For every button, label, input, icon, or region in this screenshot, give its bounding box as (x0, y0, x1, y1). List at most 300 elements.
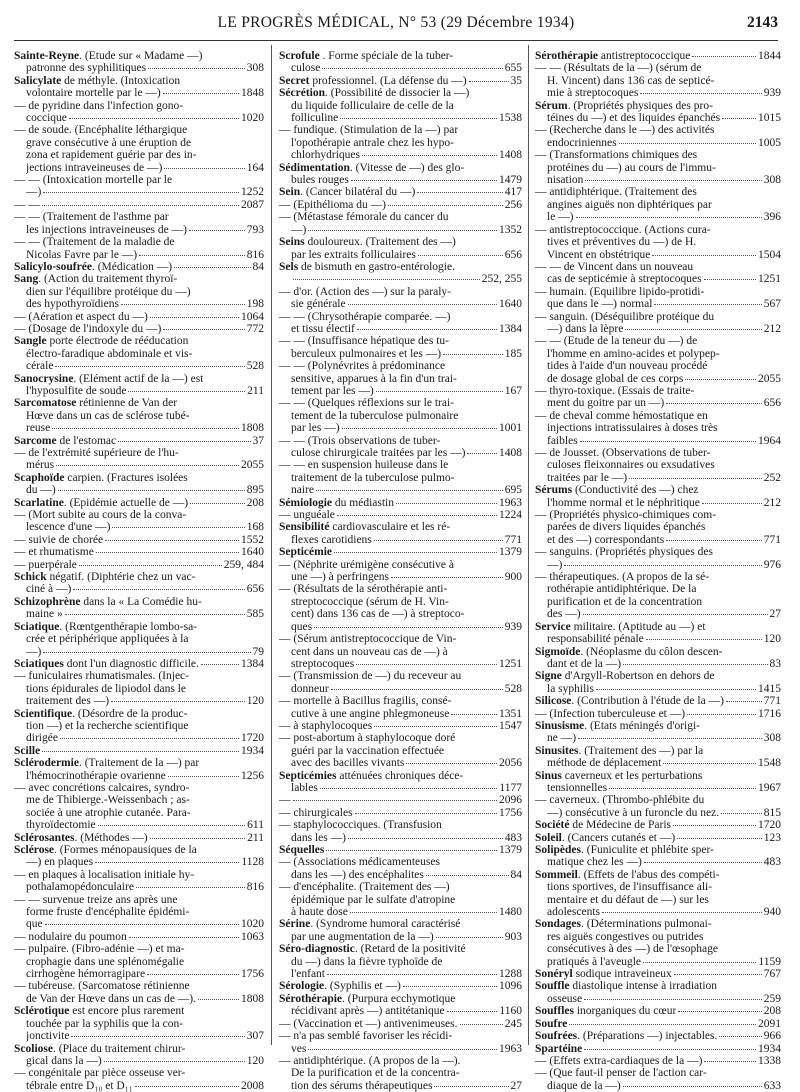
index-entry (279, 311, 522, 336)
index-entry (14, 559, 264, 571)
entry-page-ref: 120 (763, 633, 781, 646)
entry-line (279, 794, 522, 806)
entry-line (14, 484, 264, 496)
entry-text: — — (Quelques réflexions sur le trai- (279, 397, 455, 410)
entry-page-ref: 1384 (241, 657, 264, 670)
entry-headword: Spartéine (535, 1042, 583, 1055)
entry-page-ref: 1177 (499, 781, 522, 794)
dot-leader (374, 539, 503, 541)
entry-text: — (Que faut-il penser de l'action car- (535, 1067, 707, 1080)
entry-text: Souffle diastolique intense à irradiation (535, 980, 718, 993)
entry-text: rothérapie antidiphtérique. De la (547, 583, 697, 596)
dot-leader (436, 936, 503, 938)
entry-text: cent) dans 136 cas de —) à streptoco- (291, 608, 465, 621)
index-entry (535, 62, 781, 99)
entry-text: Sinus caverneux et les perturbations (535, 769, 703, 782)
entry-line (14, 906, 264, 918)
entry-text: — — de Vincent dans un nouveau (535, 260, 694, 273)
entry-line (14, 559, 264, 571)
dot-leader (374, 725, 497, 727)
entry-page-ref: 656 (504, 248, 522, 261)
entry-text: du liquide folliculaire de celle de la (291, 99, 454, 112)
entry-line (279, 918, 522, 930)
entry-page-ref: 252, 255 (481, 273, 522, 286)
entry-line (14, 137, 264, 149)
entry-headword: Sérologie (279, 980, 325, 993)
entry-text: — antidiphtérique. (Traitement des (535, 186, 697, 199)
entry-line (14, 87, 264, 99)
entry-line (279, 583, 522, 595)
entry-text: Soufrées. (Préparations —) injectables. (535, 1030, 718, 1043)
dot-leader (585, 179, 761, 181)
entry-page-ref: 611 (247, 819, 264, 832)
dot-leader (129, 936, 239, 938)
entry-line (279, 1043, 522, 1055)
entry-headword: Salicylate (14, 74, 62, 87)
entry-text: — (Métastase fémorale du cancer du (279, 211, 449, 224)
entry-line (535, 335, 781, 347)
entry-text: berculeux pulmonaires et les —) (291, 347, 442, 360)
entry-text: — congénitale par pièce osseuse ver- (14, 1067, 186, 1080)
index-entry (279, 993, 522, 1018)
entry-text: Sanocrysine. (Elément actif de la —) est (14, 372, 204, 385)
dot-leader (643, 961, 756, 963)
entry-line (14, 472, 264, 484)
entry-text: tement par les —) (291, 384, 374, 397)
entry-page-ref: 212 (763, 496, 781, 509)
index-entry (535, 968, 781, 980)
entry-line (535, 894, 781, 906)
entry-line (535, 658, 781, 670)
entry-page-ref: 208 (763, 1005, 781, 1018)
entry-headword: Sinus (535, 769, 562, 782)
dot-leader (564, 564, 761, 566)
dot-leader (174, 266, 250, 268)
entry-line (535, 571, 781, 583)
entry-line (535, 211, 781, 223)
entry-text: Sinusisme. (Etats méningés d'origi- (535, 719, 700, 732)
entry-line (535, 819, 781, 831)
entry-line (279, 286, 522, 298)
entry-line (535, 124, 781, 136)
entry-page-ref: 417 (504, 186, 522, 199)
entry-text: nisation (547, 174, 584, 187)
index-entry (535, 1030, 781, 1042)
entry-text: tions épidurales de lipiodol dans le (26, 682, 187, 695)
index-entry (14, 571, 264, 596)
entry-line (14, 993, 264, 1005)
index-entry (535, 224, 781, 261)
entry-page-ref: 79 (252, 645, 264, 658)
entry-line (14, 211, 264, 223)
page-number: 2143 (747, 14, 778, 31)
entry-page-ref: 656 (763, 397, 781, 410)
entry-text: — — (Insuffisance hépatique des tu- (279, 335, 450, 348)
entry-line (14, 373, 264, 385)
entry-line (279, 881, 522, 893)
index-entry (279, 881, 522, 918)
entry-page-ref: 1384 (499, 322, 522, 335)
entry-page-ref: 772 (246, 322, 264, 335)
entry-text: — (Néphrite urémigène consécutive à (279, 558, 454, 571)
entry-line (279, 236, 522, 248)
entry-line (535, 993, 781, 1005)
entry-text: — (Transmission de —) du receveur au (279, 670, 462, 683)
entry-text: — — (Trois observations de tuber- (279, 434, 441, 447)
entry-page-ref: 695 (504, 484, 522, 497)
index-entry (14, 546, 264, 558)
index-entry (14, 1005, 264, 1042)
entry-text: Hœve dans un cas de sclérose tubé- (26, 409, 190, 422)
entry-text: traitement des —) (26, 695, 110, 708)
entry-text: à haute dose (291, 906, 348, 919)
entry-text: —) (26, 645, 42, 658)
entry-headword: Soufrées (535, 1030, 578, 1043)
entry-text: Scarlatine. (Epidémie actuelle de —) (14, 496, 189, 509)
entry-line (14, 980, 264, 992)
entry-text: Sensibilité cardiovasculaire et les ré- (279, 521, 451, 534)
entry-line (279, 373, 522, 385)
dot-leader (56, 464, 239, 466)
entry-text: tion —) et la recherche scientifique (26, 719, 189, 732)
entry-page-ref: 1408 (499, 149, 522, 162)
dot-leader (105, 539, 239, 541)
dot-leader (362, 154, 497, 156)
entry-text: que dans le —) normal (547, 298, 653, 311)
dot-leader (45, 923, 239, 925)
index-entry (279, 236, 522, 261)
entry-line (279, 720, 522, 732)
entry-line (535, 559, 781, 571)
entry-text: Solipèdes. (Funiculite et phlébite sper- (535, 844, 714, 856)
entry-text: et tissu électif (291, 322, 355, 335)
dot-leader (460, 1023, 503, 1025)
entry-line (14, 397, 264, 409)
index-entry (279, 695, 522, 720)
entry-text: de Van der Hœve dans un cas de —). (26, 992, 197, 1005)
entry-text: Sclérose. (Formes ménopausiques de la (14, 844, 197, 856)
entry-line (14, 732, 264, 744)
entry-text: injections intratissulaires à doses très (547, 422, 718, 435)
index-entry (535, 869, 781, 919)
entry-line (279, 782, 522, 794)
index-entry (535, 100, 781, 125)
entry-page-ref: 1967 (758, 781, 781, 794)
index-entry (535, 832, 781, 844)
dot-leader (121, 303, 245, 305)
entry-page-ref: 903 (504, 930, 522, 943)
entry-headword: Sécrétion (279, 87, 325, 100)
entry-line (279, 224, 522, 236)
dot-leader (666, 539, 762, 541)
entry-line (14, 1005, 264, 1017)
entry-text: reuse (26, 422, 51, 435)
dot-leader (417, 191, 502, 193)
entry-headword: Scarlatine (14, 496, 64, 509)
entry-line (535, 224, 781, 236)
entry-text: — sanguins. (Propriétés physiques des (535, 546, 713, 559)
index-entry (14, 708, 264, 745)
entry-headword: Sainte-Reyne (14, 50, 80, 62)
entry-line (14, 75, 264, 87)
entry-line (279, 497, 522, 509)
dot-leader (629, 477, 762, 479)
entry-page-ref: 1020 (241, 112, 264, 125)
entry-page-ref: 2008 (241, 1079, 264, 1092)
entry-text: — en plaques à localisation initiale hy- (14, 868, 195, 881)
entry-page-ref: 1640 (241, 546, 264, 559)
entry-text: Sondages. (Déterminations pulmonai- (535, 918, 712, 931)
entry-text: Service militaire. (Aptitude au —) et (535, 620, 706, 633)
entry-line (535, 472, 781, 484)
entry-text: Silicose. (Contribution à l'étude de la —) (535, 695, 724, 708)
index-column-2 (279, 50, 522, 1092)
entry-page-ref: 1480 (499, 906, 522, 919)
entry-page-ref: 528 (246, 360, 264, 373)
entry-page-ref: 252 (763, 471, 781, 484)
index-entry (535, 1043, 781, 1055)
entry-text: — (279, 794, 291, 807)
entry-text: adolescents (547, 906, 601, 919)
entry-line (535, 794, 781, 806)
entry-text: mentaire et du défaut de —) sur les (547, 893, 709, 906)
entry-text: guéri par la vaccination effectuée (291, 744, 445, 757)
entry-line (535, 62, 781, 74)
entry-page-ref: 1808 (241, 422, 264, 435)
entry-text: — (Effets extra-cardiaques de la —) (535, 1054, 703, 1067)
entry-text: — d'or. (Action des —) sur la paraly- (279, 285, 451, 298)
entry-line (279, 137, 522, 149)
entry-line (14, 683, 264, 695)
entry-text: Sigmoïde. (Néoplasme du côlon descen- (535, 645, 723, 658)
entry-page-ref: 84 (252, 260, 264, 273)
index-entry (14, 869, 264, 894)
entry-line (14, 819, 264, 831)
dot-leader (147, 973, 239, 975)
entry-text: Signe d'Argyll-Robertson en dehors de (535, 670, 715, 683)
entry-page-ref: 1756 (241, 968, 264, 981)
index-entry (14, 397, 264, 434)
entry-page-ref: 84 (510, 868, 522, 881)
entry-text: Sérologie. (Syphilis et —) (279, 980, 401, 993)
index-entry (279, 186, 522, 198)
entry-line (535, 137, 781, 149)
index-entry (14, 509, 264, 534)
index-entry (535, 1018, 781, 1030)
entry-headword: Scaphoïde (14, 471, 65, 484)
dot-leader (65, 613, 245, 615)
entry-line (14, 199, 264, 211)
entry-headword: Seins (279, 236, 305, 249)
dot-leader (576, 216, 762, 218)
entry-text: — post-abortum à staphylocoque doré (279, 732, 456, 745)
entry-line (535, 410, 781, 422)
index-entry (14, 596, 264, 621)
entry-text: Sclérotique est encore plus rarement (14, 1005, 185, 1018)
entry-line (14, 1043, 264, 1055)
entry-text: — fundique. (Stimulation de la —) par (279, 124, 459, 137)
entry-headword: Scille (14, 744, 41, 757)
entry-page-ref: 1128 (241, 856, 264, 869)
dot-leader (58, 489, 245, 491)
entry-text: — et rhumatisme (14, 546, 94, 559)
entry-text: angines aiguës non diphtériques par (547, 198, 712, 211)
entry-line (14, 261, 264, 273)
entry-text: Nicolas Favre par le —) (26, 248, 138, 261)
dot-leader (396, 502, 497, 504)
entry-text: sensitive, apparues à la fin d'un trai- (291, 372, 457, 385)
entry-headword: Sérum (535, 99, 568, 112)
entry-page-ref: 1064 (241, 310, 264, 323)
entry-headword: Sémiologie (279, 496, 333, 509)
entry-line (279, 980, 522, 992)
entry-text: Schick négatif. (Diphtérie chez un vac- (14, 571, 196, 584)
entry-line (535, 521, 781, 533)
entry-text: Séro-diagnostic. (Retard de la positivité (279, 943, 466, 956)
entry-line (14, 646, 264, 658)
index-entry (279, 199, 522, 211)
dot-leader (451, 713, 497, 715)
entry-line (279, 993, 522, 1005)
entry-line (535, 695, 781, 707)
entry-line (14, 869, 264, 881)
entry-headword: Sonéryl (535, 968, 573, 981)
entry-page-ref: 939 (504, 620, 522, 633)
index-entry (14, 100, 264, 125)
dot-leader (340, 117, 497, 119)
index-entry (14, 472, 264, 497)
dot-leader (406, 762, 497, 764)
entry-text: Sclérodermie. (Traitement de la —) par (14, 757, 200, 770)
entry-text: — — (Résultats de la —) (sérum de (535, 62, 702, 75)
entry-text: tides à l'aide d'un nouveau procédé (547, 360, 708, 373)
dot-leader (55, 365, 244, 367)
entry-text: Sinusites. (Traitement des —) par la (535, 744, 704, 757)
dot-leader (348, 303, 497, 305)
entry-text: Sérothérapie antistreptococcique (535, 50, 691, 62)
entry-line (279, 571, 522, 583)
entry-line (14, 943, 264, 955)
entry-line (279, 484, 522, 496)
entry-line (14, 807, 264, 819)
dot-leader (43, 191, 239, 193)
entry-line (279, 943, 522, 955)
entry-line (535, 422, 781, 434)
entry-line (14, 447, 264, 459)
dot-leader (726, 700, 762, 702)
entry-line (14, 931, 264, 943)
entry-text: touchée par la syphilis que la con- (26, 1017, 184, 1030)
dot-leader (644, 861, 762, 863)
entry-line (279, 422, 522, 434)
index-entry (14, 832, 264, 844)
entry-line (14, 224, 264, 236)
entry-line (14, 521, 264, 533)
index-entry (14, 1067, 264, 1092)
entry-text: épidémique par le sulfate d'atropine (291, 893, 456, 906)
entry-line (14, 608, 264, 620)
entry-line (279, 360, 522, 372)
entry-text: —) consécutive à un furoncle du nez. (547, 806, 720, 819)
index-entry (14, 50, 264, 75)
entry-text: diaque de la —) (547, 1079, 621, 1092)
index-entry (279, 670, 522, 695)
index-column-1 (14, 50, 264, 1092)
entry-line (279, 211, 522, 223)
entry-line (535, 832, 781, 844)
dot-leader (719, 1035, 761, 1037)
entry-text: électro-faradique abdominale et vis- (26, 347, 193, 360)
dot-leader (678, 1010, 761, 1012)
entry-text: — (Recherche dans le —) des activités (535, 124, 715, 137)
index-entry (14, 534, 264, 546)
entry-line (14, 534, 264, 546)
entry-page-ref: 37 (252, 434, 264, 447)
entry-text: du —) (26, 484, 56, 497)
entry-page-ref: 2096 (499, 794, 522, 807)
entry-line (14, 832, 264, 844)
entry-text: — humain. (Equilibre lipido-protidi- (535, 285, 705, 298)
entry-text: ciné à —) (26, 583, 72, 596)
entry-line (535, 708, 781, 720)
index-entry (14, 497, 264, 509)
entry-line (535, 918, 781, 930)
entry-text: tement de la tuberculose pulmonaire (291, 409, 459, 422)
entry-text: Scaphoïde carpien. (Fractures isolées (14, 471, 188, 484)
entry-page-ref: 1015 (758, 112, 781, 125)
entry-line (535, 385, 781, 397)
entry-text: naire (291, 484, 314, 497)
entry-text: l'homme normal et le néphritique (547, 496, 700, 509)
entry-text: du —) dans la fièvre typhoïde de (291, 955, 443, 968)
entry-text: — thérapeutiques. (A propos de la sé- (535, 571, 710, 584)
dot-leader (350, 911, 497, 913)
entry-text: consécutives à des —) de l'œsophage (547, 943, 719, 956)
index-entry (279, 633, 522, 670)
dot-leader (334, 551, 497, 553)
dot-leader (52, 427, 239, 429)
entry-text: Scoliose. (Place du traitement chirur- (14, 1042, 186, 1055)
entry-line (279, 75, 522, 87)
entry-headword: Service (535, 620, 571, 633)
index-entry (535, 335, 781, 385)
index-entry (279, 918, 522, 943)
entry-line (535, 484, 781, 496)
entry-page-ref: 2055 (758, 372, 781, 385)
entry-text: — — (Intoxication mortelle par le (14, 174, 173, 187)
entry-text: culose chirurgicale traitées par les —) (291, 447, 466, 459)
entry-text (279, 546, 332, 558)
entry-text: les injections intraveineuses de —) (26, 223, 187, 236)
entry-page-ref: 1504 (758, 248, 781, 261)
index-entry (535, 794, 781, 819)
entry-line (14, 745, 264, 757)
dot-leader (702, 502, 762, 504)
entry-page-ref: 396 (763, 211, 781, 224)
entry-line (14, 335, 264, 347)
entry-text: — avec concrétions calcaires, syndro- (14, 781, 190, 794)
dot-leader (189, 229, 245, 231)
entry-page-ref: 2055 (241, 459, 264, 472)
index-entry (279, 87, 522, 124)
entry-line (535, 174, 781, 186)
entry-line (279, 249, 522, 261)
entry-headword: Sarcomatose (14, 397, 77, 410)
entry-line (535, 435, 781, 447)
index-entry (279, 162, 522, 187)
index-entry (14, 335, 264, 372)
entry-line (279, 199, 522, 211)
